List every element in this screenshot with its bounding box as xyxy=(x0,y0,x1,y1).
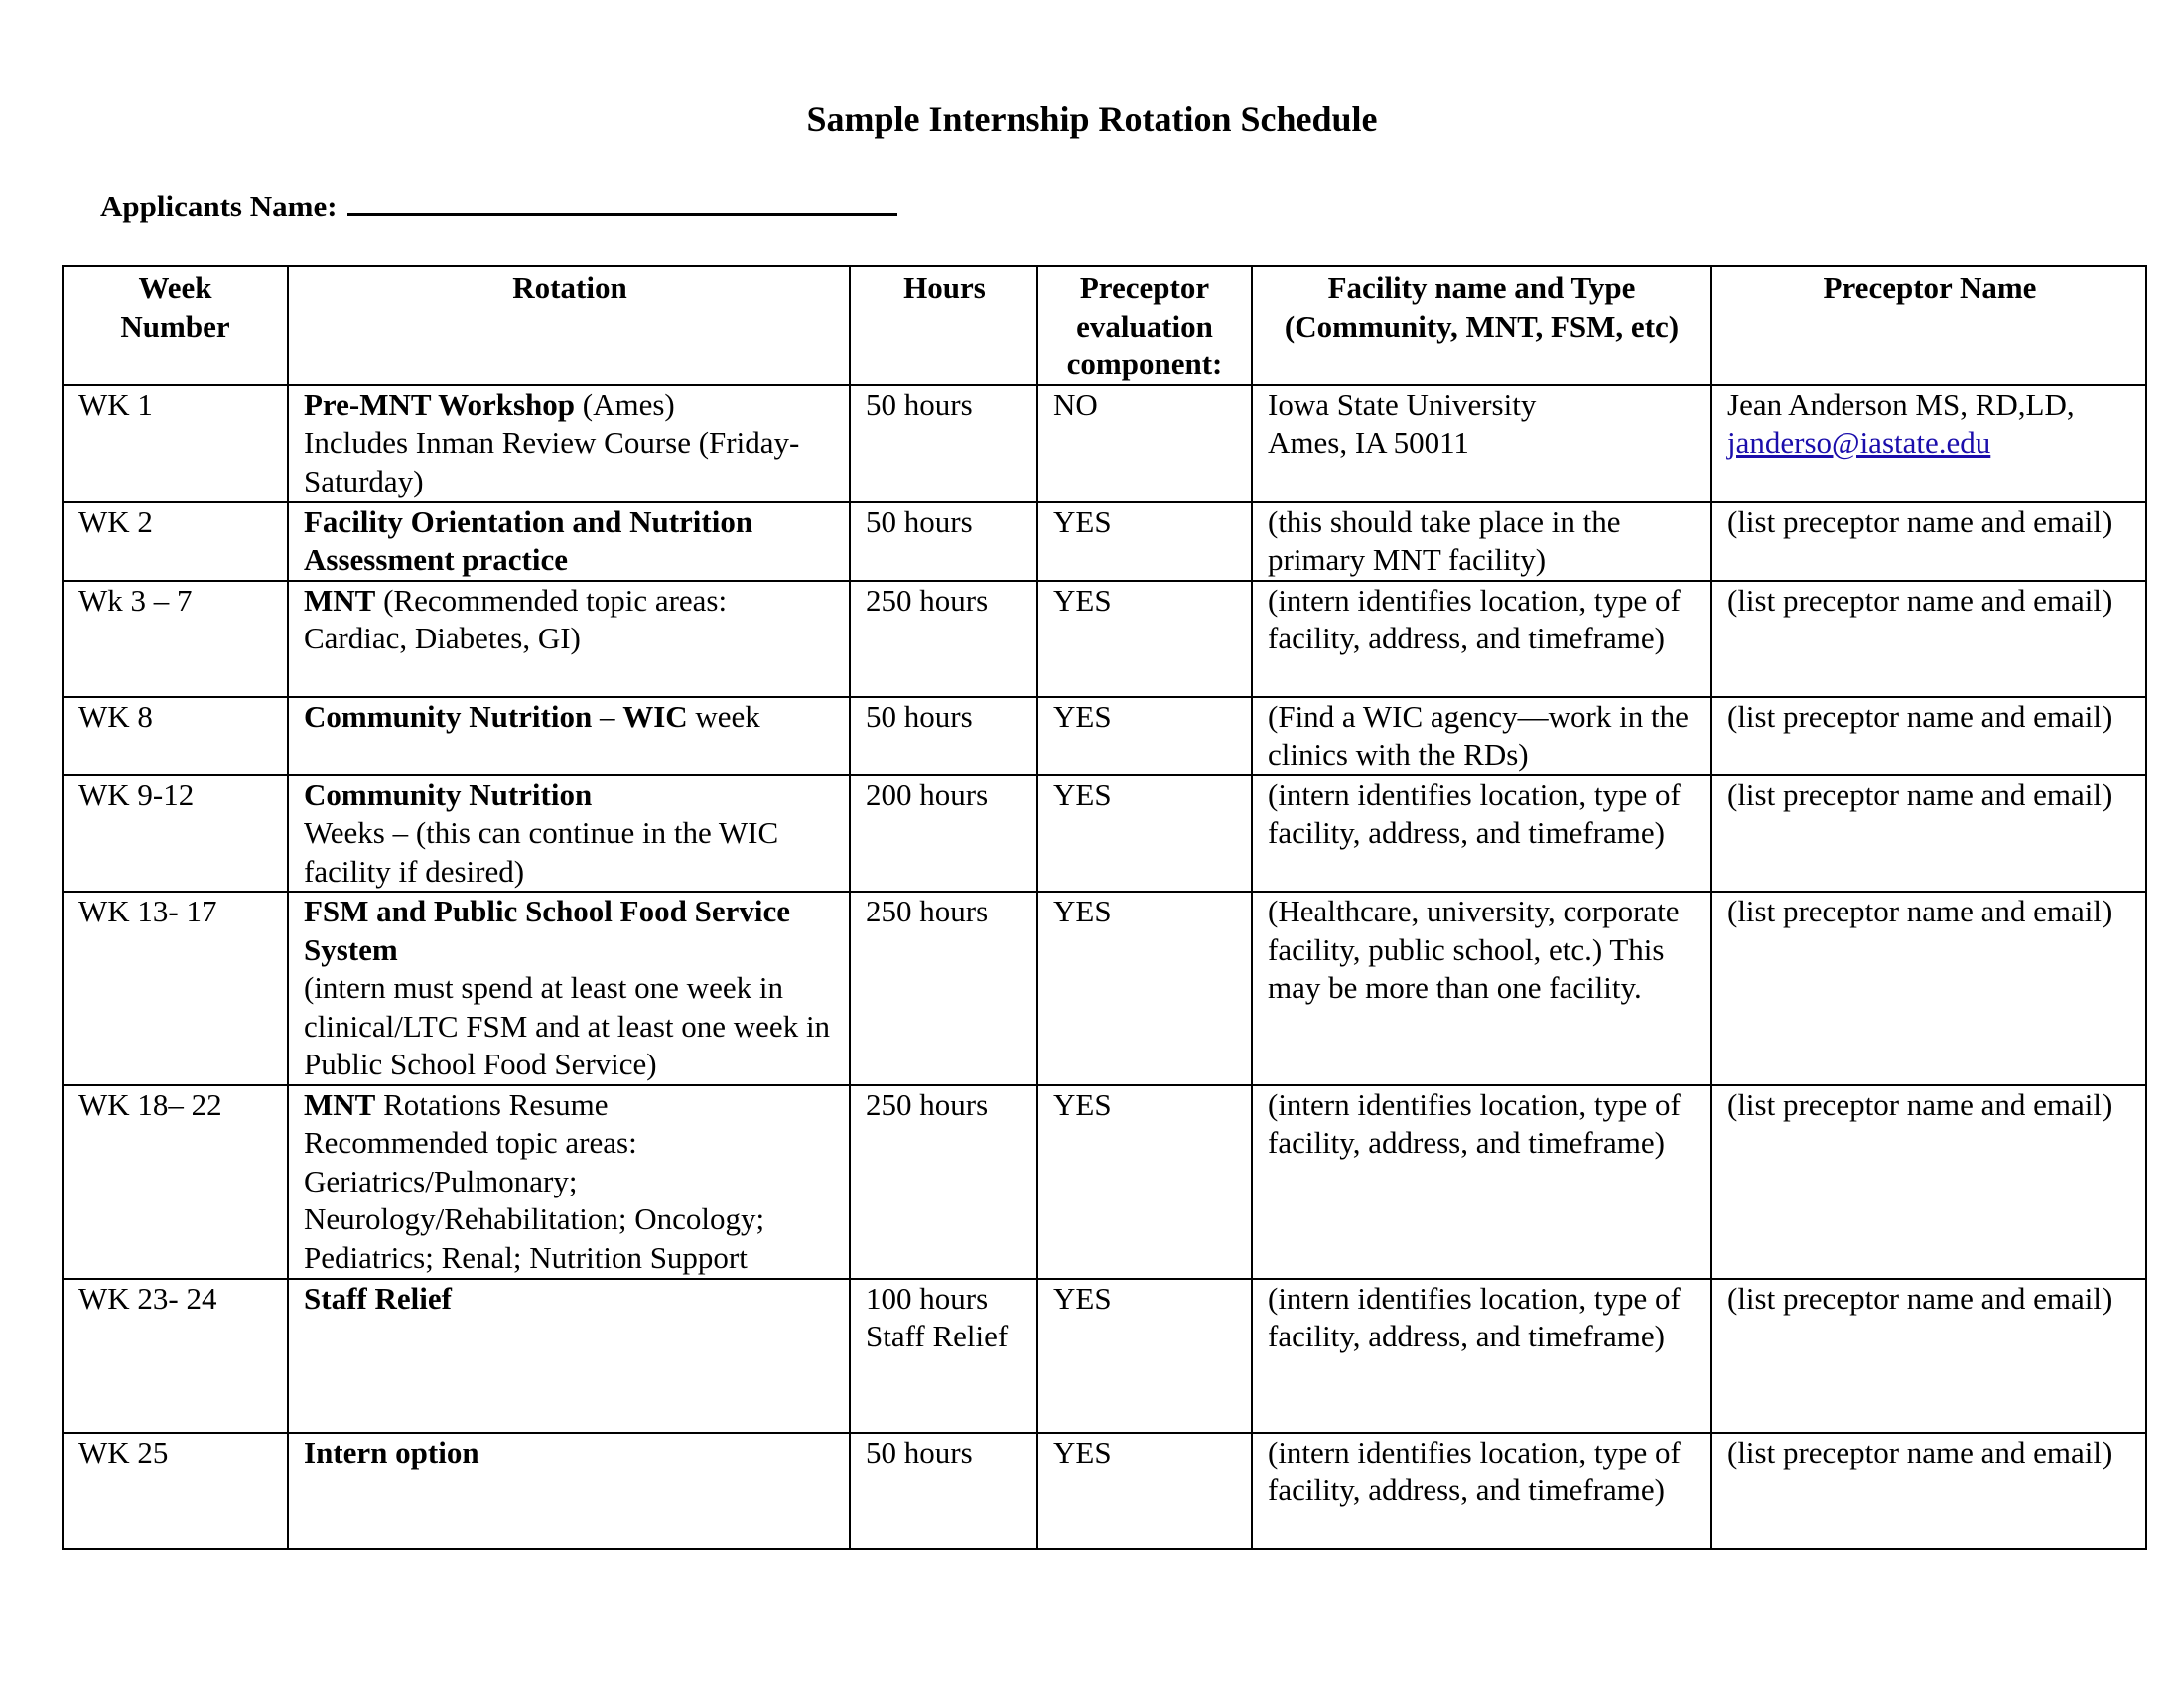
facility-cell: (intern identifies location, type of facility, address, and timeframe) xyxy=(1252,1085,1711,1279)
rotation-title: Facility Orientation and Nutrition Assessment practice xyxy=(304,503,753,577)
hours-cell: 200 hours xyxy=(850,775,1037,893)
facility-cell: (intern identifies location, type of facility, address, and timeframe) xyxy=(1252,1433,1711,1549)
table-row xyxy=(63,892,2146,1085)
rotation-description: Recommended topic areas: Geriatrics/Pulmonary; Neurology/Rehabilitation; Oncology; Pediatrics; Renal; Nutrition Support xyxy=(304,1125,765,1275)
table-row xyxy=(63,1085,2146,1279)
applicant-name-blank[interactable] xyxy=(347,188,897,216)
rotation-title: FSM and Public School Food Service System xyxy=(304,894,790,967)
rotation-description: Includes Inman Review Course (Friday-Saturday) xyxy=(304,425,800,498)
table-row xyxy=(63,1433,2146,1549)
facility-cell: (intern identifies location, type of facility, address, and timeframe) xyxy=(1252,1279,1711,1433)
preceptor-cell: (list preceptor name and email) xyxy=(1711,502,2146,581)
preceptor-cell: (list preceptor name and email) xyxy=(1711,1279,2146,1433)
hours-cell: 50 hours xyxy=(850,385,1037,502)
rotation-cell xyxy=(288,1279,850,1433)
preceptor-cell xyxy=(1711,385,2146,502)
evaluation-cell: YES xyxy=(1037,581,1252,697)
applicant-name-label: Applicants Name: xyxy=(100,189,338,223)
rotation-cell xyxy=(288,775,850,893)
rotation-cell xyxy=(288,581,850,697)
preceptor-cell: (list preceptor name and email) xyxy=(1711,697,2146,775)
hours-cell: 50 hours xyxy=(850,1433,1037,1549)
hours-cell: 250 hours xyxy=(850,892,1037,1085)
table-row xyxy=(63,775,2146,893)
facility-cell: (Find a WIC agency—work in the clinics with the RDs) xyxy=(1252,697,1711,775)
preceptor-cell: (list preceptor name and email) xyxy=(1711,892,2146,1085)
rotation-title: MNT xyxy=(304,582,376,618)
evaluation-cell: YES xyxy=(1037,1279,1252,1433)
evaluation-cell: YES xyxy=(1037,892,1252,1085)
rotation-description: Weeks – (this can continue in the WIC facility if desired) xyxy=(304,815,779,889)
week-cell: WK 18– 22 xyxy=(63,1085,288,1279)
header-week-number: Week Number xyxy=(63,266,288,385)
rotation-title: Intern option xyxy=(304,1434,479,1470)
header-hours: Hours xyxy=(850,266,1037,385)
hours-cell: 50 hours xyxy=(850,697,1037,775)
page-title: Sample Internship Rotation Schedule xyxy=(806,99,1378,139)
header-preceptor-evaluation: Preceptor evaluation component: xyxy=(1037,266,1252,385)
rotation-subtitle: Rotations Resume xyxy=(375,1086,609,1122)
evaluation-cell: NO xyxy=(1037,385,1252,502)
facility-cell: (intern identifies location, type of facility, address, and timeframe) xyxy=(1252,581,1711,697)
evaluation-cell: YES xyxy=(1037,502,1252,581)
week-cell: WK 23- 24 xyxy=(63,1279,288,1433)
rotation-title: Community Nutrition xyxy=(304,698,593,734)
hours-cell: 50 hours xyxy=(850,502,1037,581)
facility-address: Ames, IA 50011 xyxy=(1268,425,1469,460)
rotation-cell xyxy=(288,1433,850,1549)
rotation-cell xyxy=(288,1085,850,1279)
facility-cell: (intern identifies location, type of facility, address, and timeframe) xyxy=(1252,775,1711,893)
table-row xyxy=(63,1279,2146,1433)
facility-cell xyxy=(1252,385,1711,502)
rotation-schedule-table xyxy=(62,265,2147,1550)
rotation-title: MNT xyxy=(304,1086,376,1122)
hours-cell: 250 hours xyxy=(850,581,1037,697)
rotation-cell xyxy=(288,502,850,581)
table-row xyxy=(63,697,2146,775)
hours-cell: 250 hours xyxy=(850,1085,1037,1279)
week-cell: WK 25 xyxy=(63,1433,288,1549)
preceptor-email-link[interactable]: janderso@iastate.edu xyxy=(1727,425,1991,460)
week-cell: WK 13- 17 xyxy=(63,892,288,1085)
facility-cell: (Healthcare, university, corporate facility, public school, etc.) This may be more than one facility. xyxy=(1252,892,1711,1085)
facility-name: Iowa State University xyxy=(1268,386,1537,422)
rotation-cell xyxy=(288,697,850,775)
week-cell: Wk 3 – 7 xyxy=(63,581,288,697)
rotation-suffix: week xyxy=(687,698,760,734)
evaluation-cell: YES xyxy=(1037,1433,1252,1549)
rotation-title: Pre-MNT Workshop xyxy=(304,386,576,422)
preceptor-cell: (list preceptor name and email) xyxy=(1711,1433,2146,1549)
table-header-row xyxy=(63,266,2146,385)
table-row xyxy=(63,581,2146,697)
header-preceptor-name: Preceptor Name xyxy=(1711,266,2146,385)
table-row xyxy=(63,385,2146,502)
header-facility: Facility name and Type (Community, MNT, FSM, etc) xyxy=(1252,266,1711,385)
rotation-subtitle: WIC xyxy=(622,698,688,734)
preceptor-name: Jean Anderson MS, RD,LD, xyxy=(1727,386,2075,422)
rotation-dash: – xyxy=(592,698,623,734)
evaluation-cell: YES xyxy=(1037,1085,1252,1279)
rotation-description: (intern must spend at least one week in clinical/LTC FSM and at least one week in Public School Food Service) xyxy=(304,970,831,1081)
evaluation-cell: YES xyxy=(1037,697,1252,775)
week-cell: WK 9-12 xyxy=(63,775,288,893)
week-cell: WK 8 xyxy=(63,697,288,775)
rotation-title: Community Nutrition xyxy=(304,776,593,812)
applicant-name-field xyxy=(100,187,897,226)
rotation-cell xyxy=(288,385,850,502)
week-cell: WK 1 xyxy=(63,385,288,502)
preceptor-cell: (list preceptor name and email) xyxy=(1711,1085,2146,1279)
rotation-location: (Ames) xyxy=(575,386,675,422)
evaluation-cell: YES xyxy=(1037,775,1252,893)
hours-cell: 100 hours Staff Relief xyxy=(850,1279,1037,1433)
rotation-description: (Recommended topic areas: Cardiac, Diabetes, GI) xyxy=(304,582,728,655)
preceptor-cell: (list preceptor name and email) xyxy=(1711,775,2146,893)
rotation-cell xyxy=(288,892,850,1085)
header-rotation: Rotation xyxy=(288,266,850,385)
table-row xyxy=(63,502,2146,581)
facility-cell: (this should take place in the primary MNT facility) xyxy=(1252,502,1711,581)
week-cell: WK 2 xyxy=(63,502,288,581)
preceptor-cell: (list preceptor name and email) xyxy=(1711,581,2146,697)
rotation-title: Staff Relief xyxy=(304,1280,452,1316)
